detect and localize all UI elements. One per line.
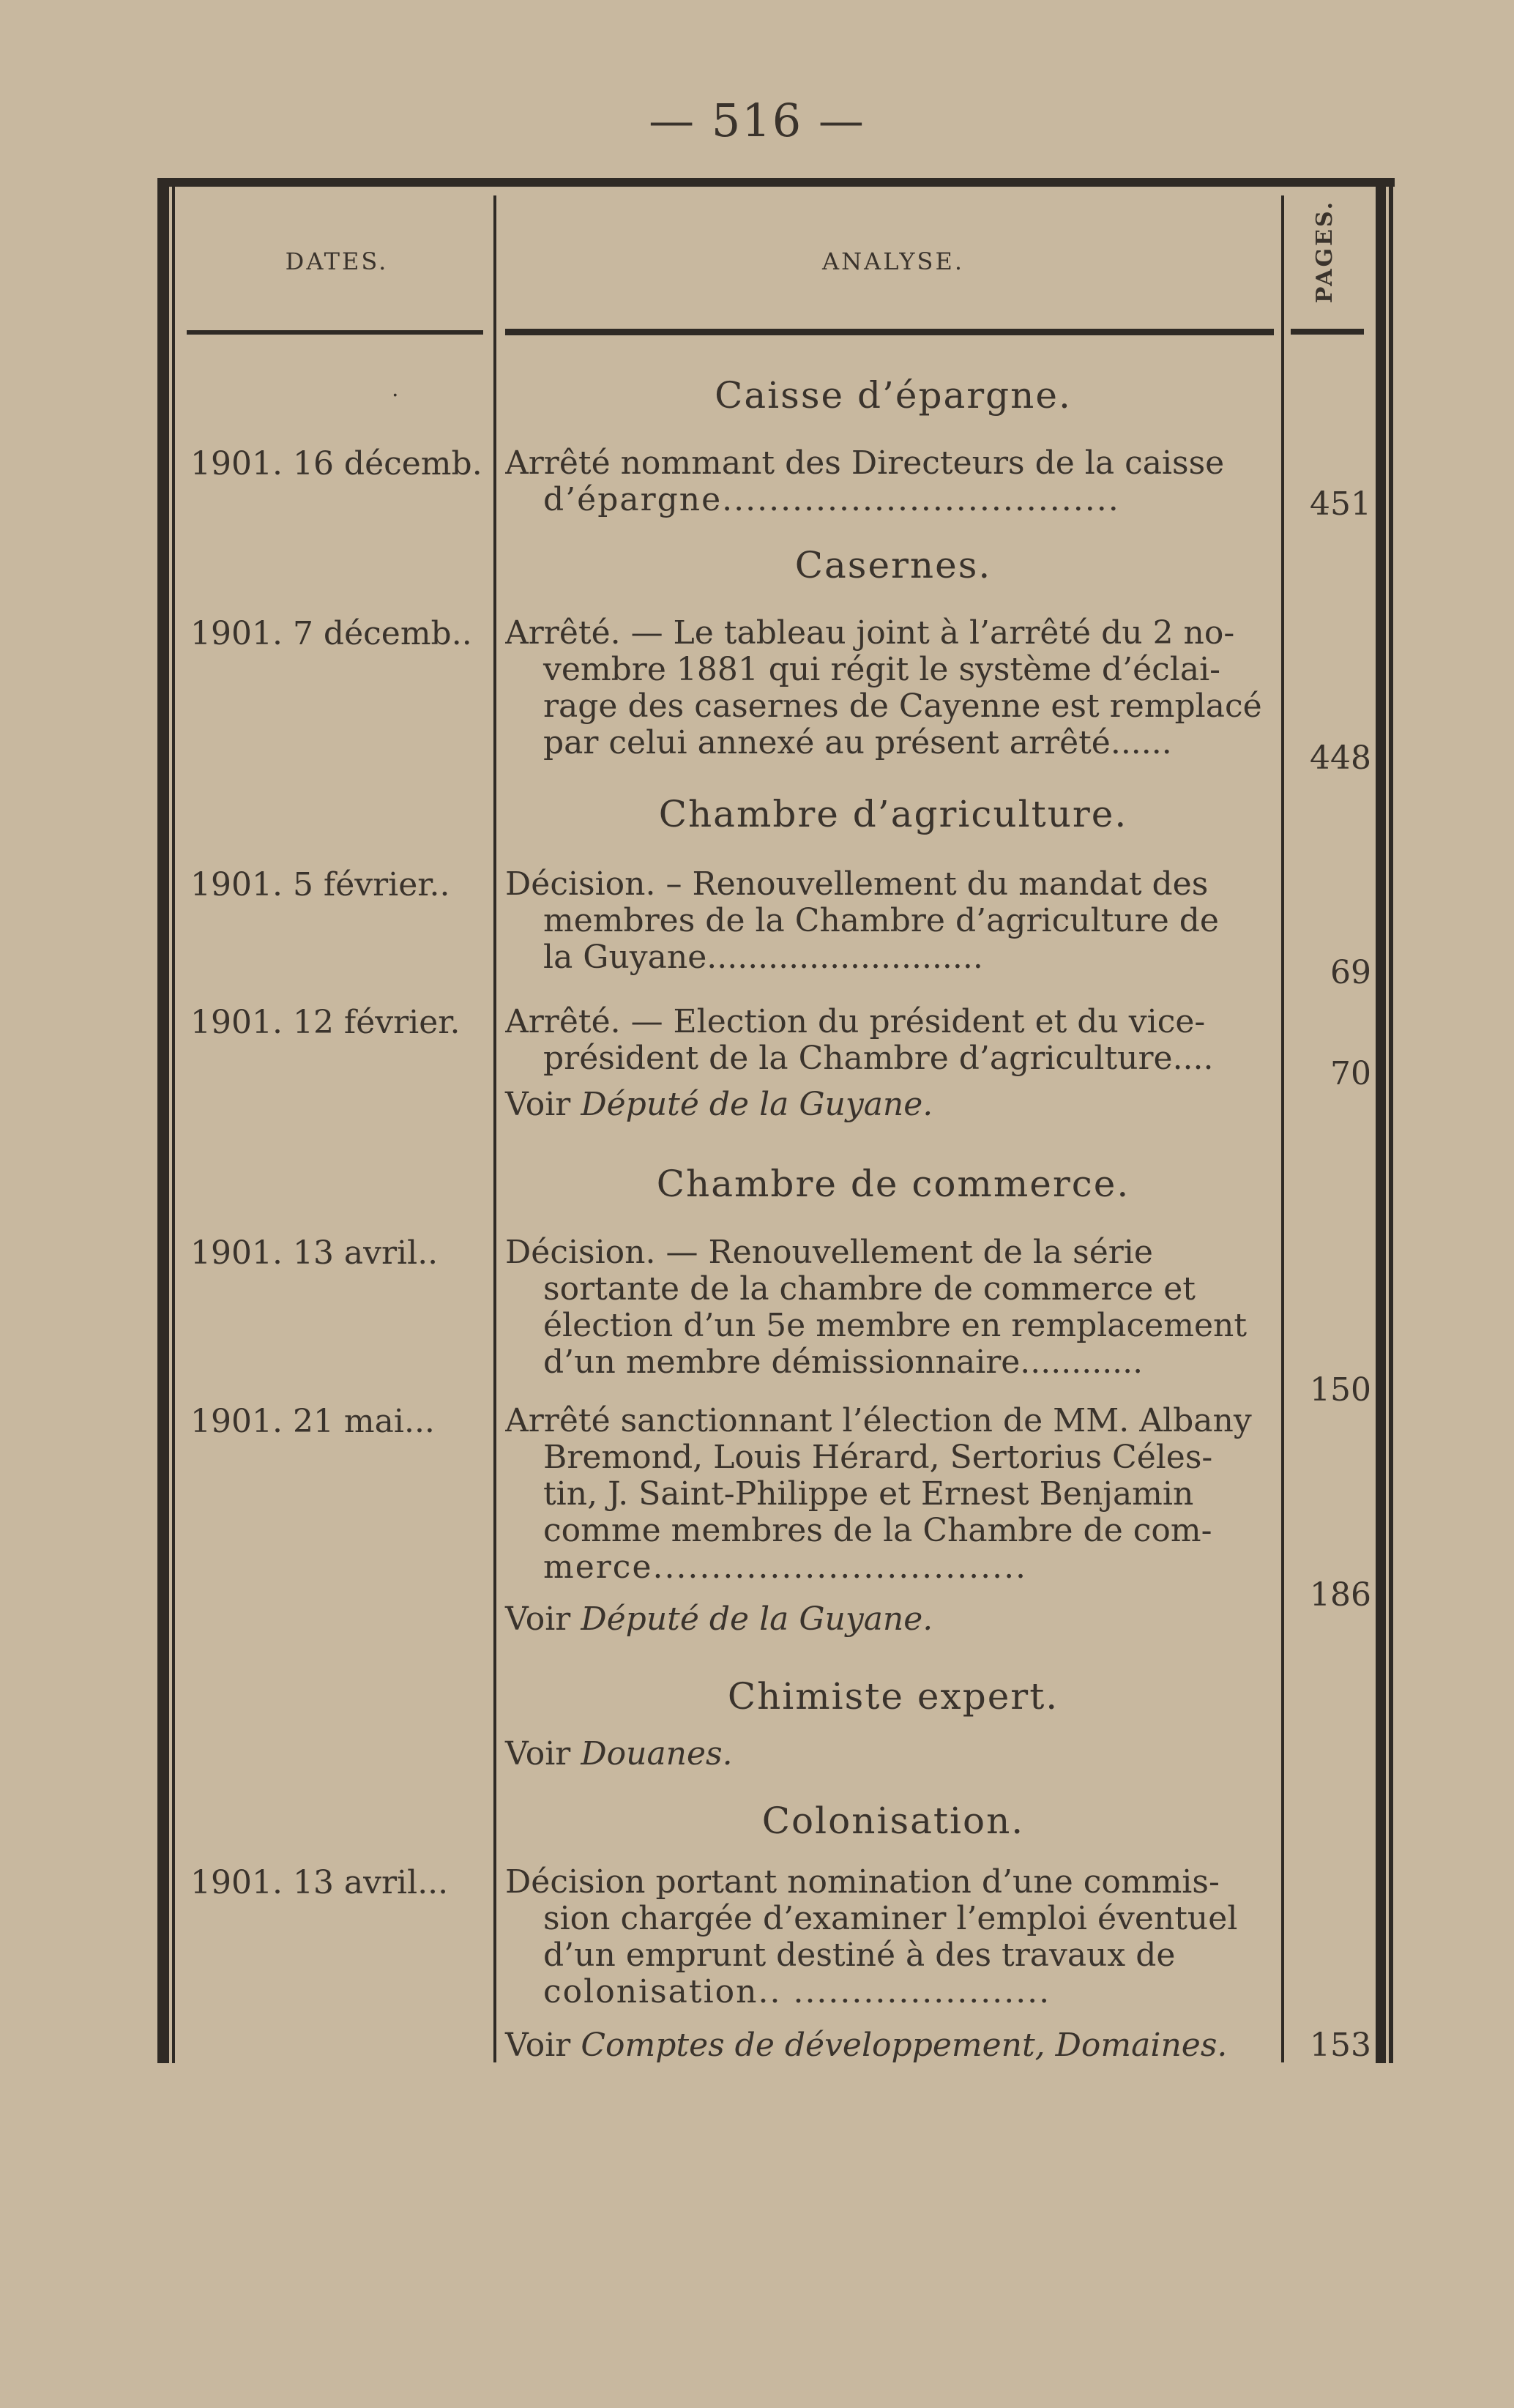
entry-date: 1901. 7 décemb.. — [190, 615, 472, 652]
entry-text — [505, 615, 1281, 761]
entry-line: la Guyane........................... — [543, 939, 983, 976]
see-also-ref: Député de la Guyane. — [581, 1600, 933, 1638]
table-right-border — [1376, 178, 1386, 2063]
column-separator-pages — [1281, 195, 1284, 2062]
column-separator-dates — [493, 195, 496, 2062]
page-ref: 153 — [1310, 2027, 1371, 2064]
see-also-ref: Comptes de développement, Domaines. — [581, 2027, 1228, 2064]
section-title: Colonisation. — [761, 1800, 1025, 1842]
entry-text — [505, 1403, 1281, 1586]
page-ref: 69 — [1330, 954, 1371, 991]
page-ref: 150 — [1310, 1371, 1371, 1409]
entry-line: vembre 1881 qui régit le système d’éclai- — [543, 652, 1221, 688]
see-also: Voir Comptes de développement, Domaines. — [505, 2027, 1228, 2064]
table-left-border — [157, 178, 169, 2063]
see-also-ref: Député de la Guyane. — [581, 1086, 933, 1123]
header-pages: PAGES. — [1312, 199, 1338, 303]
table-right-border-outer — [1389, 178, 1393, 2063]
entry-line: sortante de la chambre de commerce et — [543, 1271, 1196, 1308]
see-also: Voir Député de la Guyane. — [505, 1086, 933, 1123]
entry-text — [505, 1004, 1281, 1077]
header-analyse: ANALYSE. — [822, 247, 964, 275]
entry-date: 1901. 12 février. — [190, 1004, 460, 1041]
section-title: Chambre de commerce. — [656, 1163, 1130, 1205]
entry-line: comme membres de la Chambre de com- — [543, 1513, 1212, 1549]
section-title: Chimiste expert. — [727, 1675, 1059, 1718]
see-also: Voir Douanes. — [505, 1735, 733, 1773]
page-ref: 448 — [1310, 739, 1371, 777]
entry-text — [505, 1234, 1281, 1381]
entry-line: membres de la Chambre d’agriculture de — [543, 903, 1219, 939]
entry-date: 1901. 5 février.. — [190, 866, 450, 903]
entry-text — [505, 866, 1281, 976]
entry-line: d’un membre démissionnaire............ — [543, 1344, 1144, 1381]
entry-line: par celui annexé au présent arrêté...... — [543, 725, 1172, 761]
entry-line: d’un emprunt destiné à des travaux de — [543, 1937, 1176, 1974]
entry-line: Bremond, Louis Hérard, Sertorius Céles- — [543, 1439, 1213, 1476]
header-rule-analyse — [505, 329, 1274, 335]
entry-line: président de la Chambre d’agriculture.... — [543, 1040, 1214, 1077]
entry-line: Décision. — Renouvellement de la série — [505, 1234, 1153, 1271]
section-title: Casernes. — [794, 544, 992, 586]
entry-line: tin, J. Saint-Philippe et Ernest Benjamin — [543, 1476, 1194, 1513]
index-table — [157, 178, 1395, 2063]
section-title: Chambre d’agriculture. — [658, 793, 1128, 835]
see-also-ref: Douanes. — [581, 1735, 733, 1773]
page-number: — 516 — — [649, 94, 865, 147]
entry-line: d’épargne.................................. — [543, 482, 1120, 518]
entry-date: 1901. 13 avril... — [190, 1864, 449, 1901]
entry-line: Arrêté sanctionnant l’élection de MM. Albany — [505, 1403, 1252, 1439]
entry-line: rage des casernes de Cayenne est remplacé — [543, 688, 1262, 725]
entry-line: Décision. – Renouvellement du mandat des — [505, 866, 1209, 903]
table-left-border-inner — [172, 178, 175, 2063]
entry-line: élection d’un 5e membre en remplacement — [543, 1308, 1247, 1344]
entry-line: Arrêté nommant des Directeurs de la caisse — [505, 445, 1225, 482]
entry-date: 1901. 21 mai... — [190, 1403, 435, 1440]
page-ref: 70 — [1330, 1055, 1371, 1092]
entry-line: Décision portant nomination d’une commis- — [505, 1864, 1220, 1901]
section-mark: · — [392, 383, 399, 409]
entry-line: merce................................ — [543, 1549, 1028, 1586]
entry-date: 1901. 13 avril.. — [190, 1234, 439, 1272]
section-title: Caisse d’épargne. — [715, 374, 1072, 417]
entry-line: Arrêté. — Election du président et du vice- — [505, 1004, 1206, 1040]
header-rule-pages — [1291, 329, 1364, 335]
page-ref: 186 — [1310, 1576, 1371, 1614]
page-ref: 451 — [1310, 485, 1371, 523]
entry-date: 1901. 16 décemb. — [190, 445, 482, 482]
header-rule-dates — [187, 330, 483, 335]
entry-text — [505, 445, 1281, 518]
table-top-rule — [157, 178, 1395, 187]
see-also: Voir Député de la Guyane. — [505, 1600, 933, 1638]
entry-line: sion chargée d’examiner l’emploi éventuel — [543, 1901, 1238, 1937]
entry-line: Arrêté. — Le tableau joint à l’arrêté du 2 no- — [505, 615, 1235, 652]
entry-text — [505, 1864, 1281, 2010]
header-dates: DATES. — [285, 247, 389, 275]
entry-line: colonisation.. ...................... — [543, 1974, 1051, 2010]
